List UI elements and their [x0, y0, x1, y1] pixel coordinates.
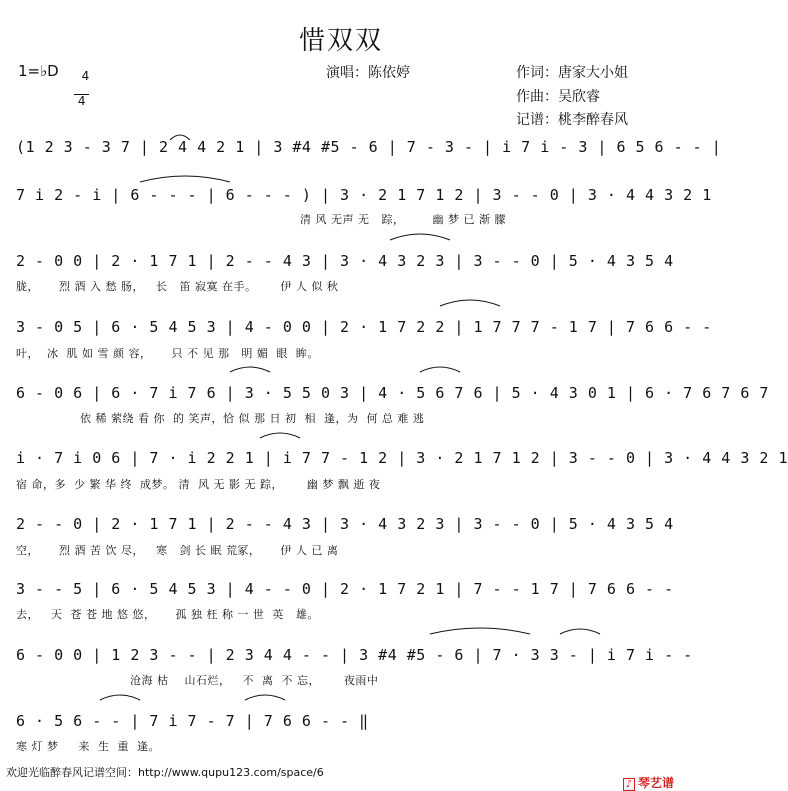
logo-icon: ♪ [623, 778, 635, 791]
lyric-line-9: 沧海 枯 山石烂， 不 离 不 忘， 夜雨中 [130, 674, 379, 687]
lyric-line-7: 空， 烈 酒 苦 饮 尽， 寒 剑 长 眠 荒冢， 伊 人 已 离 [16, 544, 339, 557]
key-signature: 1=♭D [18, 62, 59, 80]
score-line-2: 7 i 2 - i | 6 - - - | 6 - - - ) | 3 · 2 1 7 1 2 | 3 - - 0 | 3 · 4 4 3 2 1 [16, 186, 712, 204]
score-line-10: 6 · 5 6 - - | 7 i 7 - 7 | 7 6 6 - - ‖ [16, 712, 369, 730]
score-line-9: 6 - 0 0 | 1 2 3 - - | 2 3 4 4 - - | 3 #4 #5 - 6 | 7 · 3 3 - | i 7 i - - [16, 646, 693, 664]
time-signature-bottom: 4 [74, 94, 89, 107]
score-line-3: 2 - 0 0 | 2 · 1 7 1 | 2 - - 4 3 | 3 · 4 3 2 3 | 3 - - 0 | 5 · 4 3 5 4 [16, 252, 674, 270]
lyric-line-6: 宿 命，多 少 繁 华 终 成梦。 清 风 无 影 无 踪， 幽 梦 飘 逝 夜 [16, 478, 381, 491]
lyric-line-4: 叶， 冰 肌 如 雪 颜 容， 只 不 见 那 明 媚 眼 眸。 [16, 347, 319, 360]
slur-arc [140, 176, 230, 182]
slur-arc [420, 367, 460, 372]
slur-arc [560, 629, 600, 634]
footer-text: 欢迎光临醉春风记谱空间：http://www.qupu123.com/space/6 [6, 766, 324, 779]
lyric-line-8: 去， 天 苍 苍 地 悠 悠， 孤 独 枉 称 一 世 英 雄。 [16, 608, 319, 621]
slur-arc [430, 628, 530, 634]
score-line-5: 6 - 0 6 | 6 · 7 i 7 6 | 3 · 5 5 0 3 | 4 · 5 6 7 6 | 5 · 4 3 0 1 | 6 · 7 6 7 6 7 [16, 384, 769, 402]
slur-arc [440, 300, 500, 306]
site-logo [614, 760, 674, 791]
slur-arc [230, 367, 270, 372]
score-line-4: 3 - 0 5 | 6 · 5 4 5 3 | 4 - 0 0 | 2 · 1 7 2 2 | 1 7 7 7 - 1 7 | 7 6 6 - - [16, 318, 712, 336]
score-line-1: (1 2 3 - 3 7 | 2 4 4 2 1 | 3 #4 #5 - 6 | 7 - 3 - | i 7 i - 3 | 6 5 6 - - | [16, 138, 722, 156]
singer-credit: 演唱：陈依婷 [326, 65, 410, 81]
score-line-6: i · 7 i 0 6 | 7 · i 2 2 1 | i 7 7 - 1 2 | 3 · 2 1 7 1 2 | 3 - - 0 | 3 · 4 4 3 2 1 [16, 449, 788, 467]
song-title: 惜双双 [298, 26, 383, 56]
composer-credit: 作曲：吴欣睿 [516, 89, 600, 105]
slur-arc [245, 695, 285, 700]
slur-arc [260, 433, 300, 438]
slur-arc [170, 135, 190, 140]
logo-text: 琴艺谱 [637, 776, 674, 790]
lyricist-credit: 作词：唐家大小姐 [516, 65, 628, 81]
lyric-line-2: 清 风 无声 无 踪， 幽 梦 已 渐 朦 [300, 213, 506, 226]
slur-arc [390, 234, 450, 240]
transcriber-credit: 记谱：桃李醉春风 [516, 112, 628, 128]
lyric-line-3: 胧， 烈 酒 入 愁 肠， 长 笛 寂寞 在手。 伊 人 似 秋 [16, 280, 339, 293]
slur-arc [100, 695, 140, 700]
score-line-8: 3 - - 5 | 6 · 5 4 5 3 | 4 - - 0 | 2 · 1 7 2 1 | 7 - - 1 7 | 7 6 6 - - [16, 580, 674, 598]
score-line-7: 2 - - 0 | 2 · 1 7 1 | 2 - - 4 3 | 3 · 4 3 2 3 | 3 - - 0 | 5 · 4 3 5 4 [16, 515, 674, 533]
lyric-line-5: 依 稀 萦绕 看 你 的 笑声，恰 似 那 日 初 相 逢，为 何 总 难 逃 [80, 412, 425, 425]
time-signature-top: 4 [81, 69, 90, 83]
lyric-line-10: 寒 灯 梦 来 生 重 逢。 [16, 740, 160, 753]
